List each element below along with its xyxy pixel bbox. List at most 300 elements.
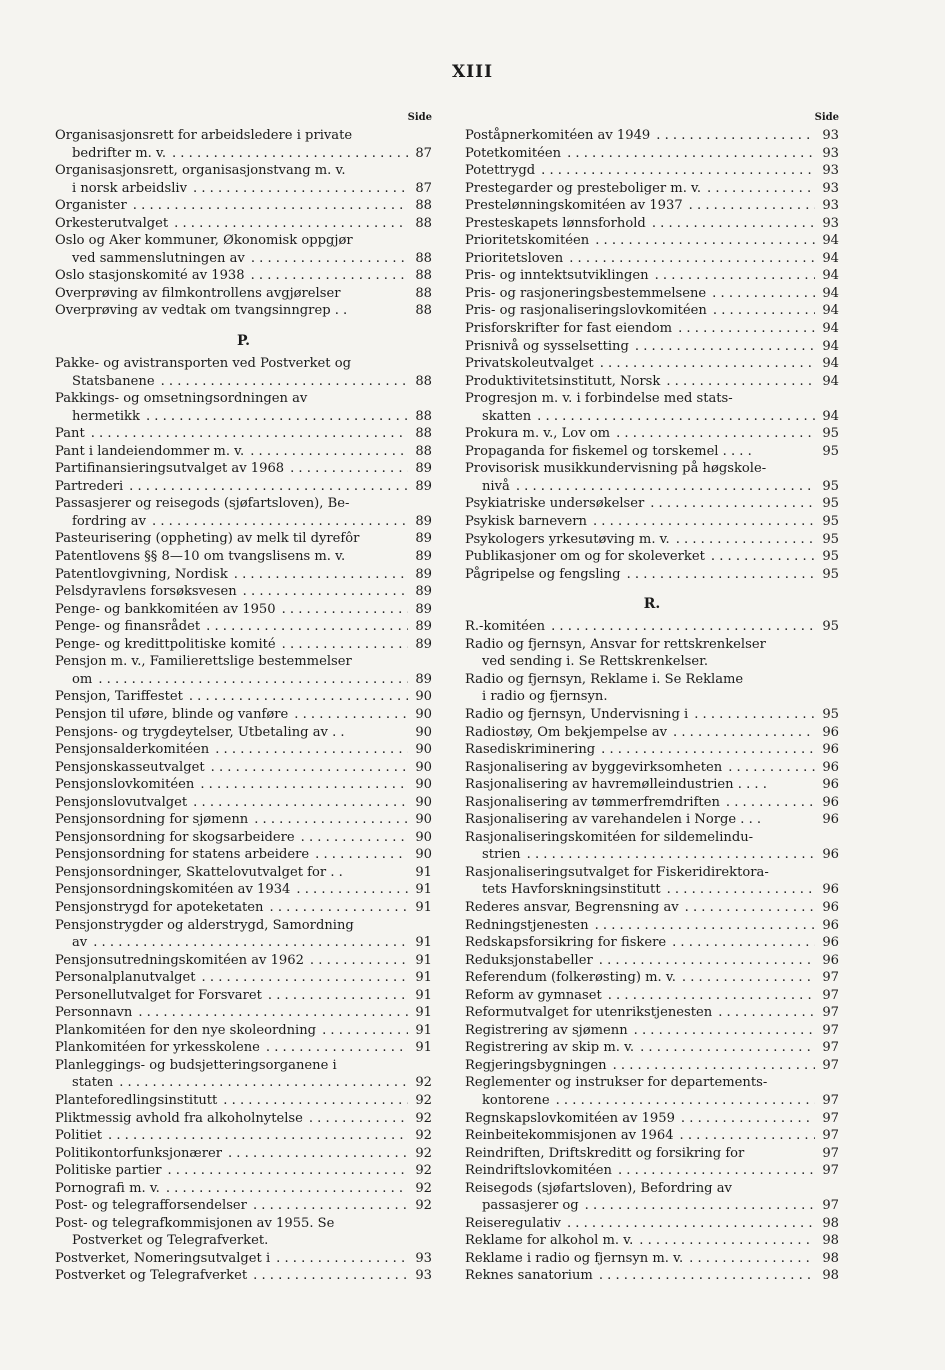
leader-dots bbox=[215, 741, 408, 759]
entry-line bbox=[55, 864, 432, 882]
page-ref: 91 bbox=[415, 1005, 432, 1021]
entry-line bbox=[55, 530, 432, 548]
index-entry bbox=[55, 952, 432, 970]
page-ref: 90 bbox=[415, 847, 432, 863]
leader-dots bbox=[634, 1022, 815, 1040]
page-ref: 96 bbox=[822, 882, 839, 898]
index-entry bbox=[55, 1057, 432, 1092]
entry-line bbox=[465, 232, 839, 250]
page-ref: 95 bbox=[822, 478, 839, 494]
page-ref: 92 bbox=[415, 1092, 432, 1108]
index-entry bbox=[465, 1127, 839, 1145]
page-ref: 97 bbox=[822, 1128, 839, 1144]
entry-text: Rasjonaliseringsutvalget for Fiskeridirektora- bbox=[465, 864, 769, 880]
entry-text: Penge- og finansrådet bbox=[55, 619, 201, 635]
index-entry bbox=[55, 390, 432, 425]
entry-text: Pensjonstrygder og alderstrygd, Samordning bbox=[55, 917, 354, 933]
index-entry bbox=[465, 1004, 839, 1022]
index-entry bbox=[465, 618, 839, 636]
leader-dots bbox=[567, 145, 815, 163]
entry-line bbox=[55, 969, 432, 987]
page-ref: 88 bbox=[415, 443, 432, 459]
entry-text: Progresjon m. v. i forbindelse med stats- bbox=[465, 391, 733, 407]
leader-dots bbox=[682, 969, 815, 987]
page-ref: 94 bbox=[822, 373, 839, 389]
entry-line bbox=[465, 302, 839, 320]
entry-text: Pensjonsordning for statens arbeidere bbox=[55, 847, 310, 863]
entry-line bbox=[465, 759, 839, 777]
leader-dots bbox=[599, 952, 815, 970]
entry-text: Reformutvalget for utenrikstjenesten bbox=[465, 1005, 713, 1021]
page-ref: 94 bbox=[822, 303, 839, 319]
entry-text: Pensjonsordning for skogsarbeidere bbox=[55, 829, 295, 845]
entry-text: Pris- og inntektsutviklingen bbox=[465, 268, 649, 284]
index-entry bbox=[55, 724, 432, 742]
entry-text: Pensjonslovutvalget bbox=[55, 794, 188, 810]
entry-line bbox=[465, 1039, 839, 1057]
entry-text: Pensjon m. v., Familierettslige bestemmelser bbox=[55, 654, 352, 670]
entry-line bbox=[55, 127, 432, 145]
leader-dots bbox=[569, 250, 815, 268]
entry-text: Politiet bbox=[55, 1128, 102, 1144]
leader-dots bbox=[200, 776, 408, 794]
page-ref: 89 bbox=[415, 671, 432, 687]
page-ref: 93 bbox=[822, 215, 839, 231]
index-entry bbox=[55, 302, 432, 320]
leader-dots bbox=[556, 1092, 815, 1110]
side-column-label: Side bbox=[814, 112, 839, 123]
index-entry bbox=[55, 794, 432, 812]
leader-dots bbox=[627, 566, 815, 584]
page-ref: 98 bbox=[822, 1233, 839, 1249]
entry-line bbox=[465, 969, 839, 987]
page-ref: 93 bbox=[822, 198, 839, 214]
index-entry bbox=[465, 232, 839, 250]
page-ref: 97 bbox=[822, 1022, 839, 1038]
page-ref: 96 bbox=[822, 777, 839, 793]
entry-line bbox=[55, 829, 432, 847]
index-entry bbox=[55, 1039, 432, 1057]
page-ref: 94 bbox=[822, 321, 839, 337]
entry-line bbox=[55, 636, 432, 654]
index-entry bbox=[465, 513, 839, 531]
leader-dots bbox=[640, 1039, 815, 1057]
leader-dots bbox=[282, 636, 408, 654]
page-ref: 97 bbox=[822, 1005, 839, 1021]
index-entry bbox=[465, 1250, 839, 1268]
leader-dots bbox=[268, 987, 408, 1005]
leader-dots bbox=[650, 495, 815, 513]
entry-line bbox=[55, 425, 432, 443]
index-entry bbox=[465, 180, 839, 198]
leader-dots bbox=[635, 338, 815, 356]
entry-text: av bbox=[72, 935, 88, 951]
page-ref: 95 bbox=[822, 566, 839, 582]
leader-dots bbox=[585, 1197, 815, 1215]
page-ref: 91 bbox=[415, 1022, 432, 1038]
entry-text: Pensjon, Tariffestet bbox=[55, 689, 183, 705]
entry-text: nivå bbox=[482, 478, 510, 494]
entry-text: R.-komitéen bbox=[465, 619, 546, 635]
page-ref: 97 bbox=[822, 970, 839, 986]
leader-dots bbox=[726, 794, 815, 812]
index-entry bbox=[55, 829, 432, 847]
entry-line bbox=[55, 846, 432, 864]
index-entry bbox=[465, 320, 839, 338]
entry-text: Planteforedlingsinstitutt bbox=[55, 1092, 218, 1108]
leader-dots bbox=[309, 1110, 408, 1128]
page-ref: 98 bbox=[822, 1215, 839, 1231]
index-entry bbox=[465, 1110, 839, 1128]
entry-line bbox=[465, 1145, 839, 1163]
entry-text: Reiseregulativ bbox=[465, 1215, 561, 1231]
leader-dots bbox=[234, 566, 408, 584]
entry-line bbox=[465, 741, 839, 759]
entry-text: Prestelønningskomitéen av 1937 bbox=[465, 198, 683, 214]
leader-dots bbox=[294, 706, 408, 724]
entry-line bbox=[55, 460, 432, 478]
leader-dots bbox=[301, 829, 408, 847]
page-ref: 97 bbox=[822, 1163, 839, 1179]
entry-text: Reglementer og instrukser for departements- bbox=[465, 1075, 768, 1091]
entry-line bbox=[465, 408, 839, 426]
entry-text: ved sending i. Se Rettskrenkelser. bbox=[482, 654, 709, 670]
index-entry bbox=[55, 548, 432, 566]
index-entry bbox=[465, 338, 839, 356]
leader-dots bbox=[681, 1110, 815, 1128]
page-ref: 96 bbox=[822, 759, 839, 775]
leader-dots bbox=[250, 443, 408, 461]
entry-line bbox=[465, 548, 839, 566]
index-entry bbox=[465, 811, 839, 829]
page-ref: 96 bbox=[822, 917, 839, 933]
index-entry bbox=[465, 162, 839, 180]
page-ref: 92 bbox=[415, 1180, 432, 1196]
page-ref: 93 bbox=[822, 128, 839, 143]
page-ref: 88 bbox=[415, 268, 432, 284]
page-ref: 95 bbox=[822, 426, 839, 442]
page-ref: 88 bbox=[415, 285, 432, 301]
entry-line bbox=[465, 1267, 839, 1285]
entry-text: Organisasjonsrett, organisasjonstvang m. v. bbox=[55, 163, 346, 179]
entry-line bbox=[465, 706, 839, 724]
page-ref: 88 bbox=[415, 373, 432, 389]
index-entry bbox=[465, 794, 839, 812]
entry-text: Pakke- og avistransporten ved Postverket og bbox=[55, 356, 351, 372]
entry-text: Partifinansieringsutvalget av 1968 bbox=[55, 461, 285, 477]
index-entry bbox=[465, 741, 839, 759]
entry-line bbox=[55, 1215, 432, 1233]
page-ref: 90 bbox=[415, 812, 432, 828]
entry-line bbox=[465, 899, 839, 917]
entry-list bbox=[55, 127, 432, 1285]
entry-line bbox=[465, 145, 839, 163]
leader-dots bbox=[678, 320, 815, 338]
entry-line bbox=[465, 934, 839, 952]
page-ref: 89 bbox=[415, 531, 432, 547]
index-entry bbox=[55, 267, 432, 285]
page-ref: 92 bbox=[415, 1110, 432, 1126]
page-ref: 96 bbox=[822, 812, 839, 828]
index-entry bbox=[55, 1197, 432, 1215]
index-entry bbox=[465, 1232, 839, 1250]
entry-text: Radio og fjernsyn, Ansvar for rettskrenkelser bbox=[465, 636, 766, 652]
page-ref: 95 bbox=[822, 443, 839, 459]
leader-dots bbox=[595, 232, 815, 250]
page-ref: 95 bbox=[822, 531, 839, 547]
page-ref: 88 bbox=[415, 250, 432, 266]
entry-line bbox=[465, 460, 839, 478]
index-entry bbox=[465, 934, 839, 952]
entry-line bbox=[55, 408, 432, 426]
entry-line bbox=[465, 671, 839, 689]
leader-dots bbox=[296, 881, 408, 899]
index-entry bbox=[55, 601, 432, 619]
entry-text: Overprøving av filmkontrollens avgjørelser bbox=[55, 285, 341, 301]
entry-text: Pris- og rasjonaliseringslovkomitéen bbox=[465, 303, 707, 319]
index-entry bbox=[55, 899, 432, 917]
entry-line bbox=[465, 531, 839, 549]
entry-line bbox=[465, 338, 839, 356]
index-entry bbox=[465, 443, 839, 461]
entry-line bbox=[465, 724, 839, 742]
entry-line bbox=[55, 1092, 432, 1110]
entry-line bbox=[465, 1180, 839, 1198]
page-ref: 96 bbox=[822, 724, 839, 740]
index-entry bbox=[55, 1092, 432, 1110]
index-entry bbox=[55, 1180, 432, 1198]
leader-dots bbox=[639, 1232, 815, 1250]
entry-text: Orkesterutvalget bbox=[55, 215, 169, 231]
entry-text: Rasjonalisering av tømmerfremdriften bbox=[465, 794, 720, 810]
entry-text: Pant bbox=[55, 426, 85, 442]
page-ref: 96 bbox=[822, 742, 839, 758]
entry-line bbox=[465, 495, 839, 513]
index-entry bbox=[55, 583, 432, 601]
entry-text: Propaganda for fiskemel og torskemel . . . . bbox=[465, 443, 752, 459]
entry-line bbox=[55, 688, 432, 706]
leader-dots bbox=[667, 881, 815, 899]
leader-dots bbox=[211, 759, 408, 777]
entry-text: Reisegods (sjøfartsloven), Befordring av bbox=[465, 1180, 732, 1196]
entry-line bbox=[55, 478, 432, 496]
entry-line bbox=[465, 373, 839, 391]
entry-text: Regjeringsbygningen bbox=[465, 1057, 607, 1073]
index-entry bbox=[465, 776, 839, 794]
entry-line bbox=[55, 443, 432, 461]
page-ref: 91 bbox=[415, 882, 432, 898]
page-ref: 89 bbox=[415, 461, 432, 477]
leader-dots bbox=[243, 583, 408, 601]
entry-text: hermetikk bbox=[72, 408, 140, 424]
entry-text: Organisasjonsrett for arbeidsledere i private bbox=[55, 128, 353, 143]
leader-dots bbox=[253, 1267, 408, 1285]
entry-line bbox=[55, 899, 432, 917]
entry-text: Redningstjenesten bbox=[465, 917, 589, 933]
leader-dots bbox=[206, 618, 408, 636]
index-entry bbox=[55, 1004, 432, 1022]
page-ref: 96 bbox=[822, 847, 839, 863]
page-ref: 88 bbox=[415, 198, 432, 214]
page-ref: 87 bbox=[415, 180, 432, 196]
entry-line bbox=[465, 1162, 839, 1180]
leader-dots bbox=[108, 1127, 408, 1145]
index-column-right bbox=[465, 109, 839, 1285]
leader-dots bbox=[666, 373, 815, 391]
entry-text: Overprøving av vedtak om tvangsinngrep . . bbox=[55, 303, 348, 319]
page-ref: 91 bbox=[415, 952, 432, 968]
entry-line bbox=[55, 1250, 432, 1268]
entry-text: Prokura m. v., Lov om bbox=[465, 426, 611, 442]
leader-dots bbox=[713, 302, 815, 320]
index-entry bbox=[55, 1215, 432, 1250]
page-ref: 93 bbox=[415, 1268, 432, 1284]
index-entry bbox=[465, 1074, 839, 1109]
leader-dots bbox=[608, 987, 815, 1005]
page-ref: 97 bbox=[822, 1110, 839, 1126]
index-entry bbox=[55, 618, 432, 636]
index-entry bbox=[55, 1127, 432, 1145]
page-ref: 91 bbox=[415, 1040, 432, 1056]
entry-line bbox=[55, 145, 432, 163]
entry-text: Potetkomitéen bbox=[465, 145, 562, 161]
entry-text: Psykiatriske undersøkelser bbox=[465, 496, 645, 512]
page-ref: 88 bbox=[415, 303, 432, 319]
entry-text: Referendum (folkerøsting) m. v. bbox=[465, 970, 676, 986]
entry-line bbox=[55, 934, 432, 952]
entry-text: om bbox=[72, 671, 93, 687]
entry-text: Pasteurisering (oppheting) av melk til dyrefôr bbox=[55, 531, 360, 547]
leader-dots bbox=[172, 145, 408, 163]
index-column-left bbox=[55, 109, 432, 1285]
index-entry bbox=[55, 1022, 432, 1040]
index-entry bbox=[55, 478, 432, 496]
entry-text: Redskapsforsikring for fiskere bbox=[465, 935, 667, 951]
page-ref: 95 bbox=[822, 706, 839, 722]
entry-line bbox=[465, 197, 839, 215]
entry-line bbox=[465, 618, 839, 636]
index-entry bbox=[55, 285, 432, 303]
entry-line bbox=[465, 478, 839, 496]
entry-line bbox=[55, 302, 432, 320]
entry-line bbox=[55, 215, 432, 233]
entry-line bbox=[55, 1162, 432, 1180]
page-ref: 89 bbox=[415, 619, 432, 635]
entry-text: Post- og telegrafforsendelser bbox=[55, 1198, 247, 1214]
entry-text: i radio og fjernsyn. bbox=[482, 689, 608, 705]
index-entry bbox=[465, 215, 839, 233]
entry-line bbox=[465, 881, 839, 899]
entry-text: Rasjonalisering av varehandelen i Norge . . . bbox=[465, 812, 762, 828]
entry-line bbox=[55, 706, 432, 724]
entry-line bbox=[55, 653, 432, 671]
page-ref: 90 bbox=[415, 689, 432, 705]
index-entry bbox=[465, 1180, 839, 1215]
entry-text: strien bbox=[482, 847, 521, 863]
entry-line bbox=[465, 1022, 839, 1040]
leader-dots bbox=[174, 215, 408, 233]
entry-text: Reindriften, Driftskreditt og forsikring for bbox=[465, 1145, 745, 1161]
leader-dots bbox=[656, 127, 815, 145]
entry-line bbox=[465, 952, 839, 970]
leader-dots bbox=[98, 671, 408, 689]
entry-text: Politiske partier bbox=[55, 1163, 162, 1179]
entry-line bbox=[465, 127, 839, 145]
index-entry bbox=[55, 776, 432, 794]
index-entry bbox=[465, 460, 839, 495]
index-entry bbox=[55, 355, 432, 390]
leader-dots bbox=[228, 1145, 408, 1163]
entry-text: Rasediskriminering bbox=[465, 742, 596, 758]
entry-text: Prioritetskomitéen bbox=[465, 233, 590, 249]
entry-line bbox=[465, 829, 839, 847]
page-ref: 94 bbox=[822, 250, 839, 266]
letter-header: P. bbox=[236, 333, 251, 350]
page-ref: 91 bbox=[415, 970, 432, 986]
entry-line bbox=[55, 548, 432, 566]
leader-dots bbox=[251, 267, 408, 285]
entry-text: Personalplanutvalget bbox=[55, 970, 196, 986]
index-entry bbox=[465, 373, 839, 391]
index-entry bbox=[55, 1250, 432, 1268]
page-ref: 89 bbox=[415, 584, 432, 600]
entry-line bbox=[465, 636, 839, 654]
leader-dots bbox=[152, 513, 408, 531]
index-entry bbox=[465, 829, 839, 864]
entry-line bbox=[465, 250, 839, 268]
entry-text: i norsk arbeidsliv bbox=[72, 180, 187, 196]
entry-line bbox=[465, 215, 839, 233]
index-entry bbox=[465, 127, 839, 145]
entry-line bbox=[55, 373, 432, 391]
entry-line bbox=[465, 811, 839, 829]
entry-line bbox=[465, 776, 839, 794]
index-entry bbox=[465, 636, 839, 671]
entry-line bbox=[465, 1074, 839, 1092]
leader-dots bbox=[613, 1057, 815, 1075]
index-entry bbox=[55, 232, 432, 267]
page-number: XIII bbox=[451, 62, 494, 82]
entry-text: Psykologers yrkesutøving m. v. bbox=[465, 531, 670, 547]
leader-dots bbox=[601, 741, 815, 759]
index-entry bbox=[465, 267, 839, 285]
page-ref: 94 bbox=[822, 356, 839, 372]
leader-dots bbox=[282, 601, 408, 619]
page-ref: 92 bbox=[415, 1075, 432, 1091]
index-entry bbox=[465, 285, 839, 303]
index-entry bbox=[55, 1145, 432, 1163]
entry-text: Rasjonaliseringskomitéen for sildemelindu- bbox=[465, 829, 754, 845]
entry-text: Patentlovens §§ 8—10 om tvangslisens m. v. bbox=[55, 549, 346, 565]
page-ref: 95 bbox=[822, 514, 839, 530]
leader-dots bbox=[676, 531, 815, 549]
page-ref: 91 bbox=[415, 987, 432, 1003]
leader-dots bbox=[599, 1267, 815, 1285]
leader-dots bbox=[516, 478, 815, 496]
page-ref: 95 bbox=[822, 496, 839, 512]
entry-text: Reform av gymnaset bbox=[465, 987, 602, 1003]
index-entry bbox=[55, 162, 432, 197]
leader-dots bbox=[527, 846, 815, 864]
entry-text: Potettrygd bbox=[465, 163, 536, 179]
entry-line bbox=[55, 794, 432, 812]
leader-dots bbox=[593, 513, 815, 531]
index-entry bbox=[465, 987, 839, 1005]
leader-dots bbox=[537, 408, 815, 426]
index-entry bbox=[465, 706, 839, 724]
leader-dots bbox=[618, 1162, 815, 1180]
entry-text: Registrering av skip m. v. bbox=[465, 1040, 635, 1056]
